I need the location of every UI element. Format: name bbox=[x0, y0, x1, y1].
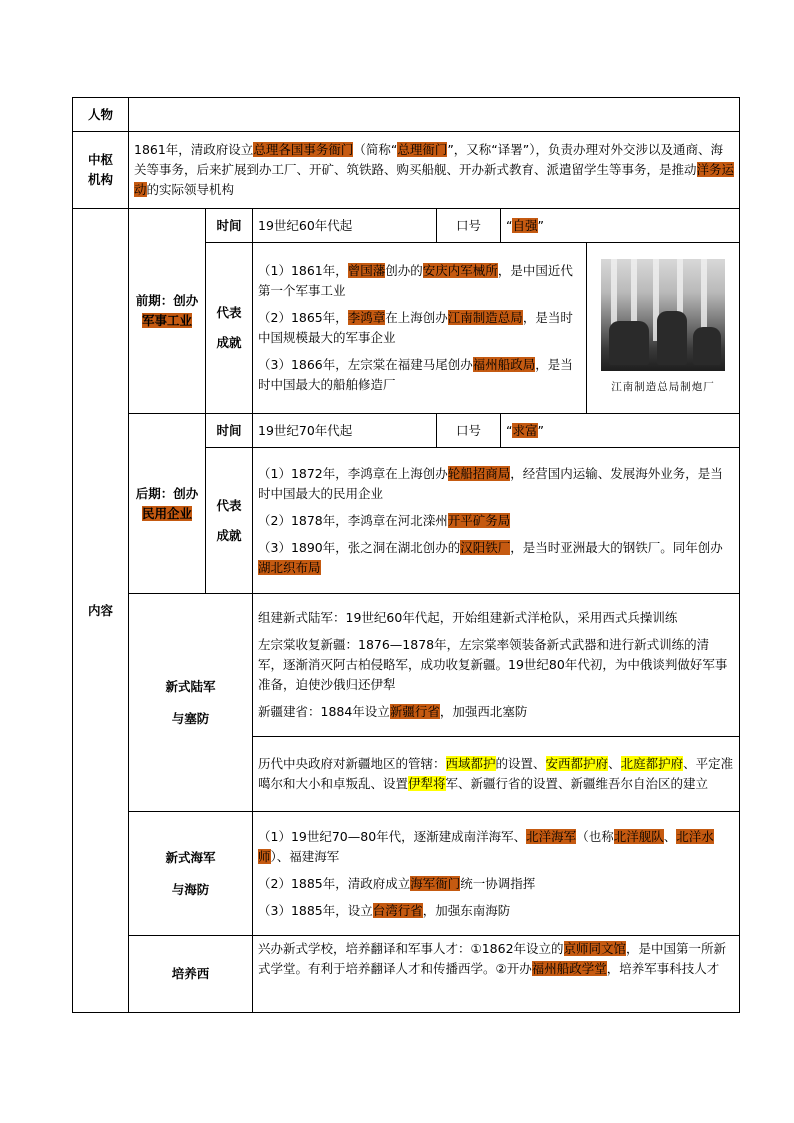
highlighted-term: 湖北织布局 bbox=[258, 559, 321, 575]
text-segment: ，是当时亚洲最大的钢铁厂。同年创办 bbox=[510, 539, 723, 555]
late-slogan bbox=[501, 414, 740, 448]
highlighted-term: 李鸿章 bbox=[347, 310, 386, 325]
text-segment: “ bbox=[506, 217, 513, 233]
school-items bbox=[253, 936, 740, 1013]
row-early-time bbox=[73, 209, 740, 243]
late-item-1 bbox=[258, 464, 734, 504]
central-label: 中枢 机构 bbox=[73, 132, 129, 209]
people-content bbox=[129, 98, 740, 132]
text-segment: （3）1866年，左宗棠在福建马尾创办 bbox=[258, 357, 473, 372]
text-segment: （1）1861年， bbox=[258, 263, 348, 278]
highlighted-term: 福州船政局 bbox=[472, 357, 536, 372]
highlighted-term: 轮船招商局 bbox=[447, 465, 511, 481]
text-segment: 统一协调指挥 bbox=[460, 875, 536, 891]
people-label: 人物 bbox=[73, 98, 129, 132]
late-item-2 bbox=[258, 511, 734, 531]
early-item-3 bbox=[258, 355, 581, 395]
late-achieve-label: 代表 成就 bbox=[206, 448, 253, 594]
content-label: 内容 bbox=[73, 209, 129, 1013]
highlighted-term: 安西都护府 bbox=[545, 756, 609, 771]
highlighted-term: 福州船政学堂 bbox=[531, 961, 607, 976]
text-segment: （简称“ bbox=[353, 142, 398, 157]
photo-caption: 江南制造总局制炮厂 bbox=[611, 381, 715, 393]
highlighted-term: 民用企业 bbox=[141, 505, 192, 521]
text-segment: （3）1885年，设立 bbox=[258, 902, 373, 918]
early-achieve-label: 代表 成就 bbox=[206, 243, 253, 414]
army-item-3 bbox=[258, 702, 734, 722]
text-segment: 、 bbox=[663, 828, 677, 844]
late-slogan-label: 口号 bbox=[437, 414, 501, 448]
late-item-3 bbox=[258, 538, 734, 578]
text-segment: ，培养军事科技人才 bbox=[606, 961, 720, 976]
highlighted-term: 京师同文馆 bbox=[563, 941, 627, 956]
text-segment: 新疆建省：1884年设立 bbox=[258, 704, 390, 719]
text-segment: 创办的 bbox=[385, 263, 423, 278]
text-segment: 1861年，清政府设立 bbox=[134, 142, 254, 157]
text-segment: 军、新疆行省的设置、新疆维吾尔自治区的建立 bbox=[445, 776, 709, 791]
highlighted-term: 北洋水师 bbox=[258, 828, 714, 864]
highlighted-term: 军事工业 bbox=[141, 313, 192, 328]
history-table bbox=[72, 97, 740, 1013]
highlighted-term: 安庆内军械所 bbox=[422, 263, 498, 278]
text-segment: ，加强西北塞防 bbox=[439, 704, 528, 719]
highlighted-term: 总理各国事务衙门 bbox=[253, 142, 354, 157]
highlighted-term: 汉阳铁厂 bbox=[460, 539, 511, 555]
highlighted-term: 海军衙门 bbox=[410, 875, 461, 891]
text-segment: 组建新式陆军：19世纪60年代起，开始组建新式洋枪队，采用西式兵操训练 bbox=[258, 610, 678, 625]
early-items bbox=[253, 243, 587, 414]
highlighted-term: 开平矿务局 bbox=[447, 512, 511, 528]
text-segment: ” bbox=[537, 217, 544, 233]
text-segment: 的设置、 bbox=[495, 756, 546, 771]
row-people bbox=[73, 98, 740, 132]
text-segment: ）、福建海军 bbox=[270, 848, 340, 864]
early-slogan-label: 口号 bbox=[437, 209, 501, 243]
photo-cell bbox=[587, 243, 740, 414]
navy-items bbox=[253, 812, 740, 936]
text-segment: （2）1865年， bbox=[258, 310, 348, 325]
highlighted-term: 新疆行省 bbox=[389, 704, 440, 719]
text-segment: 、 bbox=[608, 756, 621, 771]
army-label: 新式陆军 与塞防 bbox=[129, 594, 253, 812]
text-segment: （2）1878年，李鸿章在河北滦州 bbox=[258, 512, 448, 528]
army-item-1 bbox=[258, 608, 734, 628]
factory-photo bbox=[601, 259, 725, 371]
highlighted-term: 北洋海军 bbox=[526, 828, 577, 844]
text-segment: （2）1885年，清政府成立 bbox=[258, 875, 411, 891]
highlighted-term: 北庭都护府 bbox=[620, 756, 684, 771]
early-item-2 bbox=[258, 308, 581, 348]
highlighted-term: 西域都护 bbox=[445, 756, 496, 771]
school-label: 培养西 bbox=[129, 936, 253, 1013]
text-segment: 前期：创办 bbox=[135, 293, 199, 308]
navy-item-2 bbox=[258, 874, 734, 894]
army-item-2 bbox=[258, 635, 734, 695]
army-items bbox=[253, 594, 740, 737]
early-slogan bbox=[501, 209, 740, 243]
text-segment: ，是中国第一所新式学堂。有利于培养翻译人才和传播西学。②开办 bbox=[258, 941, 727, 976]
text-segment: 的实际领导机构 bbox=[146, 182, 235, 197]
navy-label: 新式海军 与海防 bbox=[129, 812, 253, 936]
text-segment: ，是中国近代第一个军事工业 bbox=[258, 263, 573, 298]
late-time-label: 时间 bbox=[206, 414, 253, 448]
highlighted-term: 江南制造总局 bbox=[447, 310, 523, 325]
row-central bbox=[73, 132, 740, 209]
early-label bbox=[129, 209, 206, 414]
school-item-1 bbox=[258, 939, 734, 979]
text-segment: （1）19世纪70—80年代，逐渐建成南洋海军、 bbox=[258, 828, 527, 844]
text-segment: 、平定准噶尔和大小和卓叛乱、设置 bbox=[258, 756, 734, 791]
text-segment: 兴办新式学校，培养翻译和军事人才：①1862年设立的 bbox=[258, 941, 564, 956]
text-segment: ，加强东南海防 bbox=[422, 902, 511, 918]
highlighted-term: 伊犁将 bbox=[408, 776, 446, 791]
central-text bbox=[129, 132, 740, 209]
highlighted-term: 曾国藩 bbox=[347, 263, 386, 278]
navy-item-1 bbox=[258, 827, 734, 867]
highlighted-term: 洋务运动 bbox=[134, 162, 735, 197]
navy-item-3 bbox=[258, 901, 734, 921]
text-segment: 左宗棠收复新疆：1876—1878年，左宗棠率领装备新式武器和进行新式训练的清军，逐渐消灭阿古柏侵略军，成功收复新疆。19世纪80年代初，为中俄谈判做好军事准备，迫使沙俄归还伊犁 bbox=[258, 637, 728, 692]
text-segment: ”，又称“译署”），负责办理对外交涉以及通商、海关等事务，后来扩展到办工厂、开矿、筑铁路、购买船舰、开办新式教育、派遣留学生等事务，是推动 bbox=[134, 142, 724, 177]
text-segment: 历代中央政府对新疆地区的管辖： bbox=[258, 756, 446, 771]
row-late-time bbox=[73, 414, 740, 448]
text-segment: ，是当时中国最大的船舶修造厂 bbox=[258, 357, 573, 392]
text-segment: 后期：创办 bbox=[135, 485, 199, 501]
row-army bbox=[73, 594, 740, 737]
early-time-value: 19世纪60年代起 bbox=[253, 209, 437, 243]
row-school bbox=[73, 936, 740, 1013]
text-segment: （3）1890年，张之洞在湖北创办的 bbox=[258, 539, 461, 555]
late-label bbox=[129, 414, 206, 594]
late-time-value: 19世纪70年代起 bbox=[253, 414, 437, 448]
text-segment: ，是当时中国规模最大的军事企业 bbox=[258, 310, 573, 345]
late-items bbox=[253, 448, 740, 594]
text-segment: “ bbox=[506, 422, 513, 438]
text-segment: ” bbox=[537, 422, 544, 438]
army-governance bbox=[253, 737, 740, 812]
early-time-label: 时间 bbox=[206, 209, 253, 243]
text-segment: （也称 bbox=[576, 828, 614, 844]
highlighted-term: 台湾行省 bbox=[372, 902, 423, 918]
text-segment: 在上海创办 bbox=[385, 310, 448, 325]
highlighted-term: 求富 bbox=[512, 422, 538, 438]
highlighted-term: 自强 bbox=[512, 217, 538, 233]
early-item-1 bbox=[258, 261, 581, 301]
highlighted-term: 北洋舰队 bbox=[613, 828, 664, 844]
text-segment: （1）1872年，李鸿章在上海创办 bbox=[258, 465, 448, 481]
highlighted-term: 总理衙门 bbox=[397, 142, 448, 157]
row-navy bbox=[73, 812, 740, 936]
text-segment: ，经营国内运输、发展海外业务，是当时中国最大的民用企业 bbox=[258, 465, 723, 501]
